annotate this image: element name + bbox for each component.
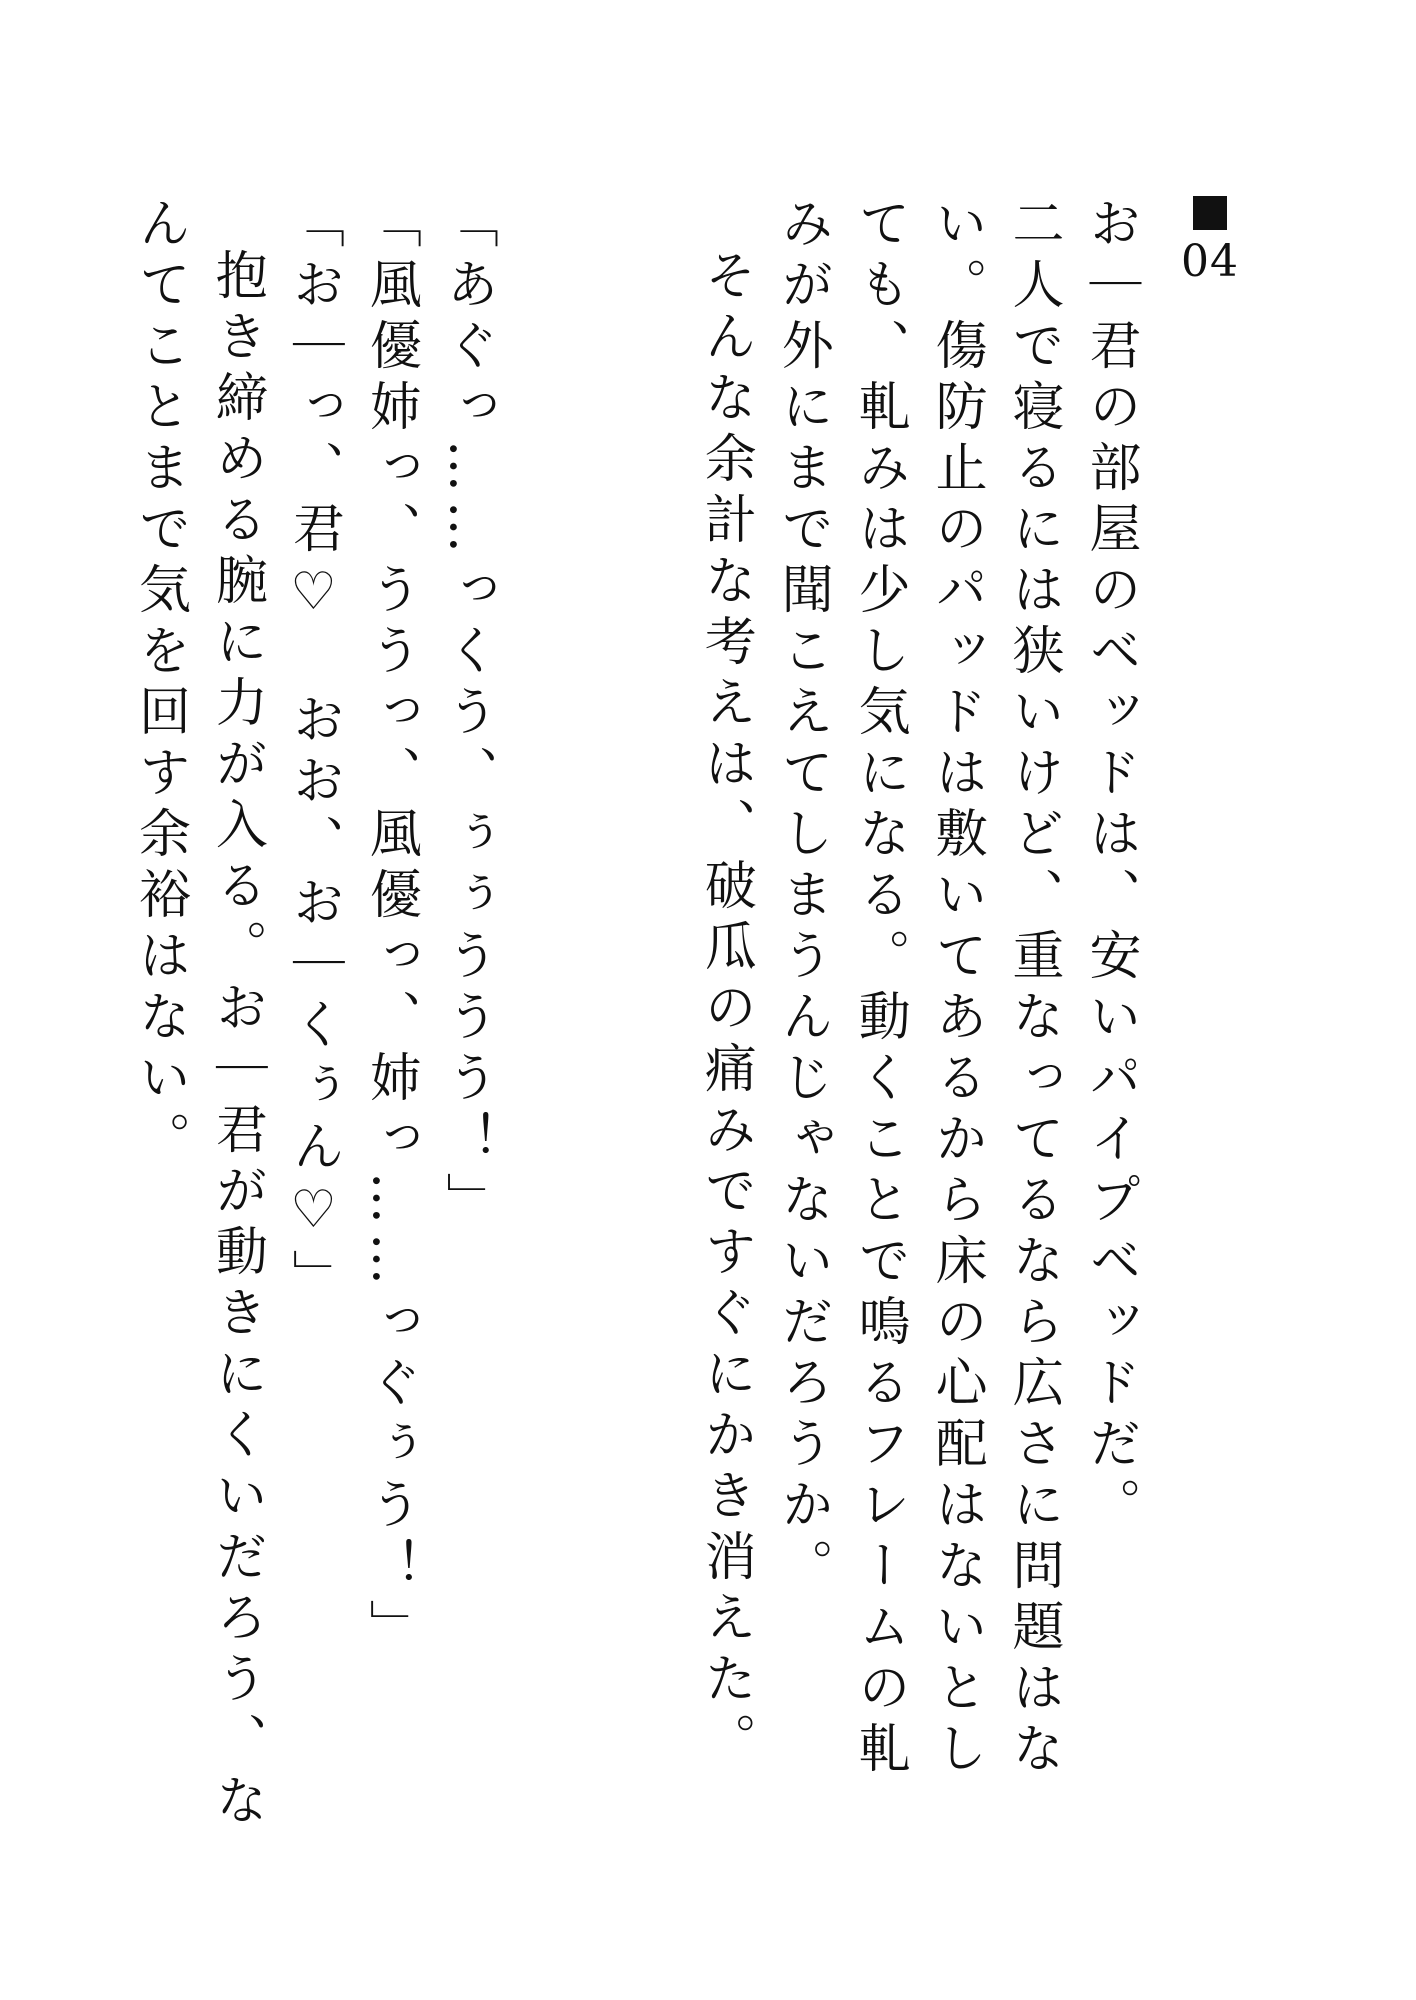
paragraph: 「風優姉っ、ううっ、風優っ、姉っ……っぐぅう！」: [360, 196, 421, 1660]
paragraph: そんな余計な考えは、破瓜の痛みですぐにかき消えた。: [695, 248, 756, 1773]
paragraph: お｜君の部屋のベッドは、安いパイプベッドだ。: [1080, 196, 1140, 1538]
body-text: [121, 196, 1148, 1836]
paragraph-spacer: [557, 196, 634, 1836]
paragraph: 二人で寝るには狭いけど、重なってるなら広さに問題はない。傷防止のパッドは敷いてあるから床の心配はないとしても、軋みは少し気になる。動くことで鳴るフレームの軋みが外にまで聞こえてしまうんじゃないだろうか。: [772, 196, 1064, 1782]
chapter-number: 04: [1181, 236, 1239, 287]
paragraph: 抱き締める腕に力が入る。お｜君が動きにくいだろう、なんてことまで気を回す余裕はない。: [129, 196, 267, 1834]
paragraph: 「あぐっ……っくう、ぅぅううう！」: [437, 196, 498, 1233]
paragraph: 「お｜っ、君♡ おお、お｜くぅん♡」: [283, 196, 344, 1310]
chapter-square-icon: [1193, 196, 1227, 230]
chapter-heading: [1180, 196, 1240, 287]
